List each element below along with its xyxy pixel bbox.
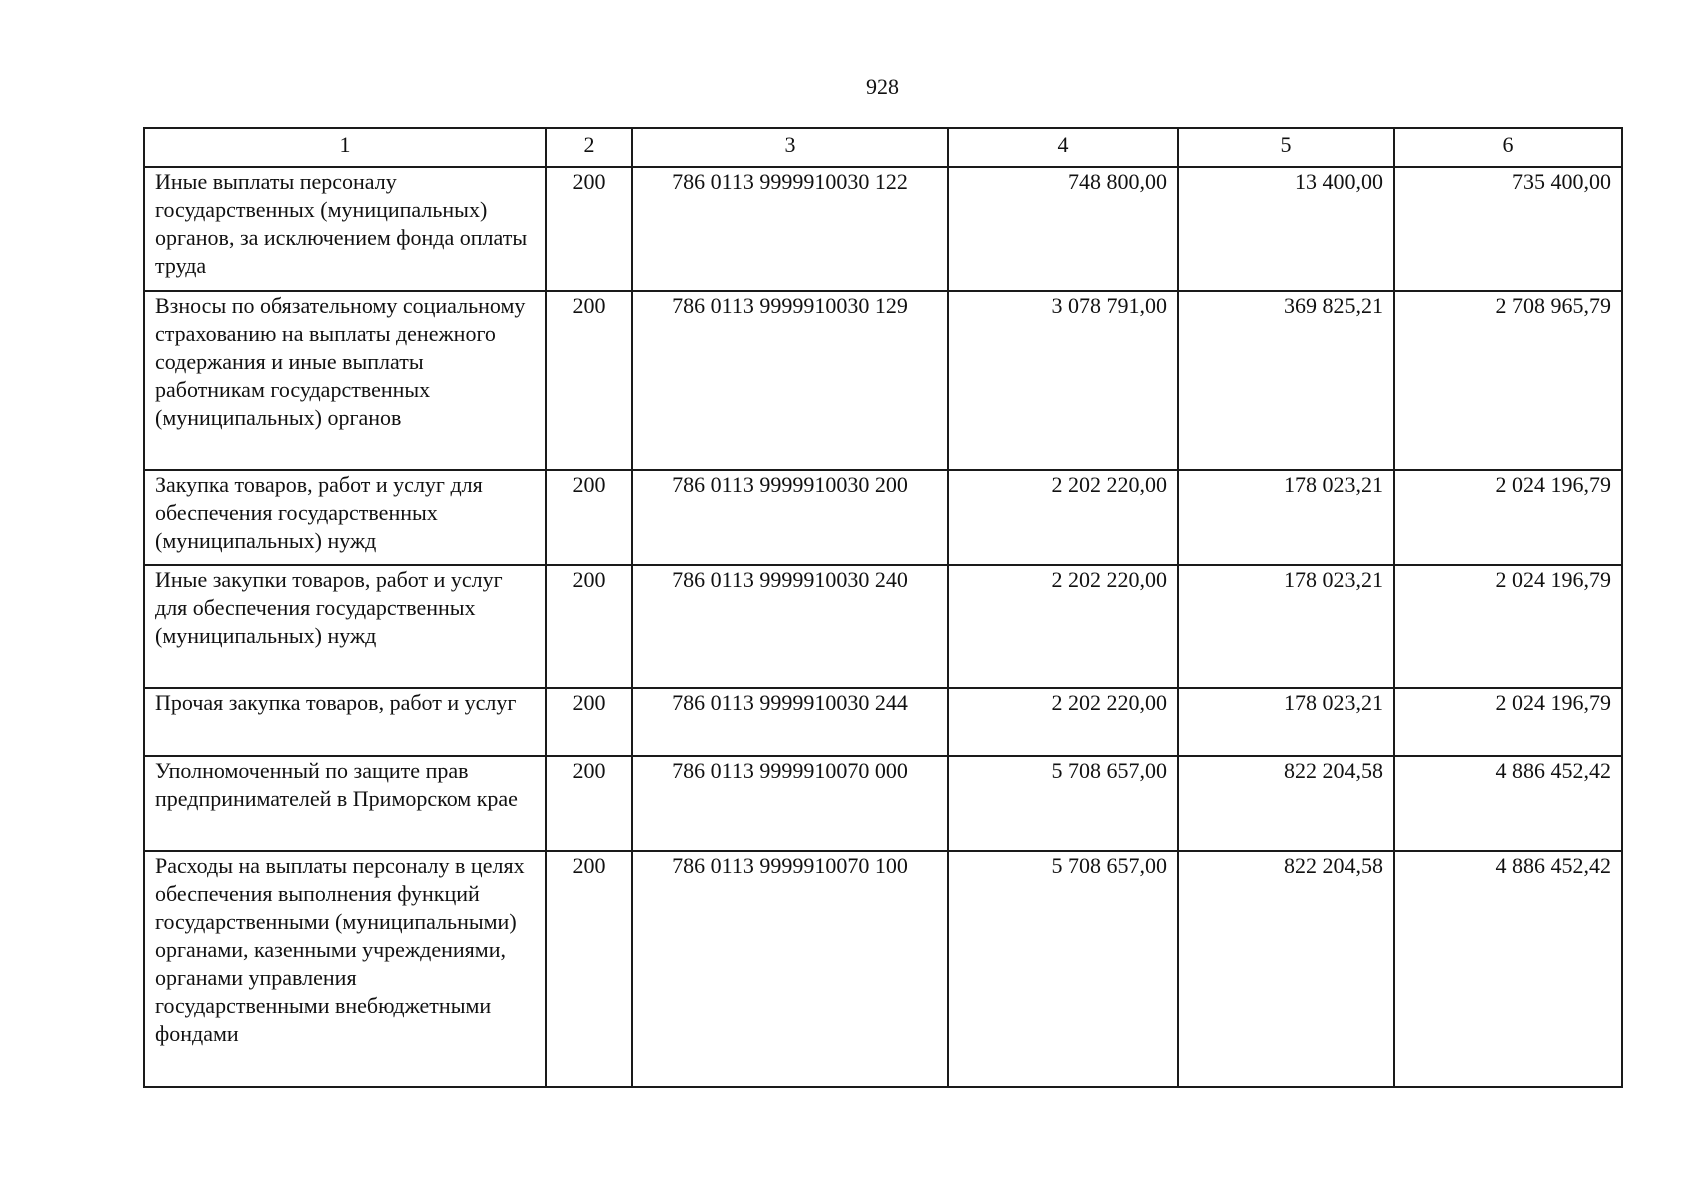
table-row [144,291,1622,470]
row-classification-code: 786 0113 9999910030 129 [632,291,948,470]
row-approved-amount: 5 708 657,00 [948,851,1178,1087]
row-unexecuted-amount: 4 886 452,42 [1394,756,1622,851]
row-classification-code: 786 0113 9999910030 122 [632,167,948,291]
row-approved-amount: 5 708 657,00 [948,756,1178,851]
row-approved-amount: 3 078 791,00 [948,291,1178,470]
row-line-code: 200 [546,470,632,565]
row-classification-code: 786 0113 9999910070 100 [632,851,948,1087]
row-executed-amount: 178 023,21 [1178,565,1394,688]
row-line-code: 200 [546,291,632,470]
table-row [144,851,1622,1087]
page-number: 928 [866,74,899,99]
row-classification-code: 786 0113 9999910070 000 [632,756,948,851]
column-header: 2 [546,128,632,167]
row-executed-amount: 13 400,00 [1178,167,1394,291]
row-unexecuted-amount: 2 024 196,79 [1394,565,1622,688]
row-line-code: 200 [546,167,632,291]
header-row [144,128,1622,167]
row-unexecuted-amount: 4 886 452,42 [1394,851,1622,1087]
column-header: 4 [948,128,1178,167]
row-approved-amount: 2 202 220,00 [948,470,1178,565]
row-unexecuted-amount: 2 024 196,79 [1394,688,1622,756]
table-row [144,688,1622,756]
column-header: 6 [1394,128,1622,167]
row-unexecuted-amount: 2 708 965,79 [1394,291,1622,470]
row-classification-code: 786 0113 9999910030 240 [632,565,948,688]
row-classification-code: 786 0113 9999910030 244 [632,688,948,756]
row-executed-amount: 178 023,21 [1178,688,1394,756]
row-line-code: 200 [546,565,632,688]
row-name: Уполномоченный по защите прав предпринимателей в Приморском крае [144,756,546,851]
row-name: Закупка товаров, работ и услуг для обеспечения государственных (муниципальных) нужд [144,470,546,565]
row-executed-amount: 369 825,21 [1178,291,1394,470]
row-approved-amount: 748 800,00 [948,167,1178,291]
table-row [144,167,1622,291]
table-row [144,565,1622,688]
row-classification-code: 786 0113 9999910030 200 [632,470,948,565]
row-unexecuted-amount: 2 024 196,79 [1394,470,1622,565]
column-header: 5 [1178,128,1394,167]
row-name: Иные выплаты персоналу государственных (муниципальных) органов, за исключением фонда оплаты труда [144,167,546,291]
budget-table [143,127,1623,1088]
row-line-code: 200 [546,756,632,851]
row-name: Расходы на выплаты персоналу в целях обеспечения выполнения функций государственными (муниципальными) органами, казенными учреждениями, органами управления государственными внебюджетными фондами [144,851,546,1087]
column-header: 3 [632,128,948,167]
row-name: Прочая закупка товаров, работ и услуг [144,688,546,756]
table-row [144,756,1622,851]
row-name: Иные закупки товаров, работ и услуг для обеспечения государственных (муниципальных) нужд [144,565,546,688]
row-line-code: 200 [546,688,632,756]
row-executed-amount: 178 023,21 [1178,470,1394,565]
row-executed-amount: 822 204,58 [1178,756,1394,851]
row-name: Взносы по обязательному социальному страхованию на выплаты денежного содержания и иные выплаты работникам государственных (муниципальных) органов [144,291,546,470]
row-approved-amount: 2 202 220,00 [948,688,1178,756]
table-row [144,470,1622,565]
row-executed-amount: 822 204,58 [1178,851,1394,1087]
row-line-code: 200 [546,851,632,1087]
row-approved-amount: 2 202 220,00 [948,565,1178,688]
row-unexecuted-amount: 735 400,00 [1394,167,1622,291]
column-header: 1 [144,128,546,167]
